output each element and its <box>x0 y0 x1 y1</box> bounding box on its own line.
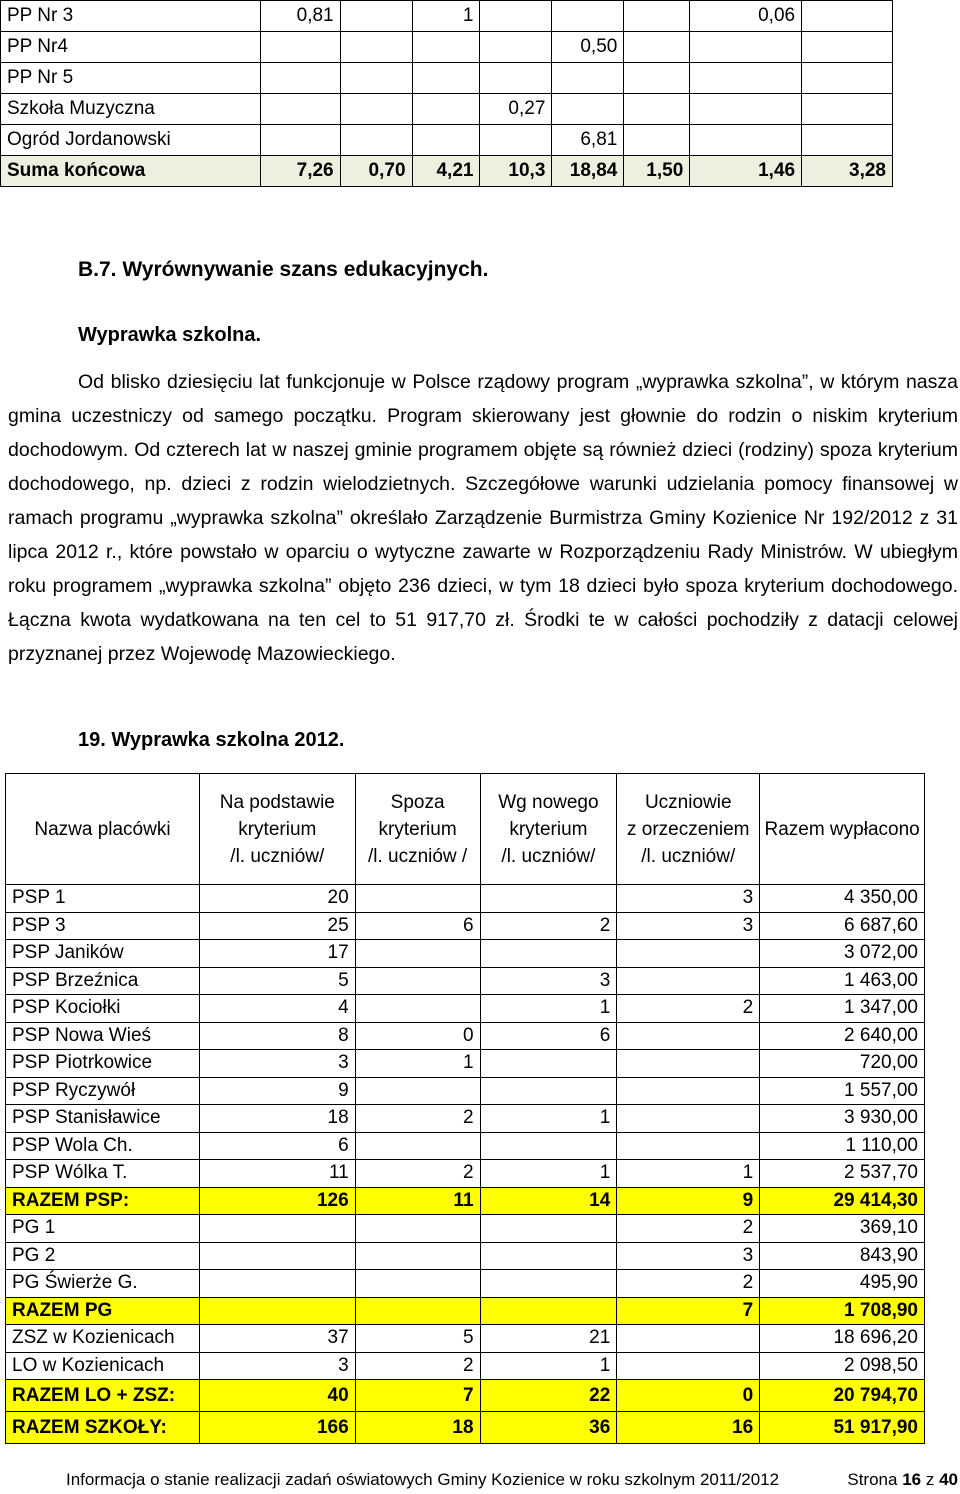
body-paragraph <box>8 365 958 671</box>
table-cell: 2 640,00 <box>760 1022 925 1050</box>
table-row <box>6 1352 925 1380</box>
table-cell <box>624 125 690 156</box>
table-cell: 6 <box>199 1132 355 1160</box>
school-name: PSP Brzeźnica <box>6 967 200 995</box>
table-cell: 3 <box>480 967 617 995</box>
table-cell: 2 <box>355 1105 480 1133</box>
table-cell: 2 <box>355 1352 480 1380</box>
table-cell: 18 <box>199 1105 355 1133</box>
table-cell <box>199 1242 355 1270</box>
table-cell: 0,81 <box>260 1 340 32</box>
table-cell <box>802 94 893 125</box>
top-table-row <box>1 1 893 32</box>
table-cell: 21 <box>480 1325 617 1353</box>
table-cell: 10,3 <box>480 156 552 187</box>
table-cell: 1 <box>412 1 480 32</box>
table-cell: 2 <box>617 1215 760 1243</box>
school-name: PG Świerże G. <box>6 1270 200 1298</box>
school-name: PSP Wólka T. <box>6 1160 200 1188</box>
table-cell <box>340 1 412 32</box>
top-table-row <box>1 32 893 63</box>
table-cell <box>355 995 480 1023</box>
school-name: PSP Piotrkowice <box>6 1050 200 1078</box>
table-cell <box>480 125 552 156</box>
table-cell: 7,26 <box>260 156 340 187</box>
table-cell: 5 <box>199 967 355 995</box>
table-cell: 4 <box>199 995 355 1023</box>
table-cell: 1,50 <box>624 156 690 187</box>
table-cell: 3 <box>199 1050 355 1078</box>
table-cell: 25 <box>199 912 355 940</box>
table-cell <box>340 63 412 94</box>
table-row <box>6 1325 925 1353</box>
table-cell: 369,10 <box>760 1215 925 1243</box>
table-cell <box>260 63 340 94</box>
table-cell <box>480 1297 617 1325</box>
table-row <box>6 1105 925 1133</box>
school-name: ZSZ w Kozienicach <box>6 1325 200 1353</box>
table-cell: 5 <box>355 1325 480 1353</box>
table-cell: 1 <box>480 1352 617 1380</box>
section-heading: B.7. Wyrównywanie szans edukacyjnych. <box>78 258 489 281</box>
table-cell: 0,70 <box>340 156 412 187</box>
row-name: PP Nr 3 <box>1 1 261 32</box>
table-row <box>6 1077 925 1105</box>
table-cell: 18 696,20 <box>760 1325 925 1353</box>
table-cell: 51 917,90 <box>760 1412 925 1444</box>
table-cell: 4 350,00 <box>760 885 925 913</box>
table-cell <box>355 1297 480 1325</box>
table-cell: 1,46 <box>690 156 802 187</box>
table-cell: 0,06 <box>690 1 802 32</box>
table-cell <box>355 940 480 968</box>
table-cell: 11 <box>355 1187 480 1215</box>
table-cell: 16 <box>617 1412 760 1444</box>
table-cell: 22 <box>480 1380 617 1412</box>
top-table-row <box>1 94 893 125</box>
top-table-row <box>1 63 893 94</box>
school-name: PSP 3 <box>6 912 200 940</box>
table-cell <box>480 1215 617 1243</box>
table-cell <box>802 1 893 32</box>
table-cell: 1 <box>480 1105 617 1133</box>
column-header: Nazwa placówki <box>6 774 200 885</box>
table-cell <box>480 1270 617 1298</box>
table-cell <box>412 63 480 94</box>
table-cell: 2 098,50 <box>760 1352 925 1380</box>
table-cell: 18 <box>355 1412 480 1444</box>
table-cell: 11 <box>199 1160 355 1188</box>
table-cell <box>355 1132 480 1160</box>
table-cell <box>624 32 690 63</box>
top-table-row <box>1 125 893 156</box>
table-cell: 36 <box>480 1412 617 1444</box>
table-cell <box>552 63 624 94</box>
table-cell <box>355 885 480 913</box>
table-cell: 3 072,00 <box>760 940 925 968</box>
table-cell: 126 <box>199 1187 355 1215</box>
table-cell: 6 <box>355 912 480 940</box>
table-cell <box>340 94 412 125</box>
table-cell <box>617 1352 760 1380</box>
table-cell <box>690 63 802 94</box>
table-cell <box>802 63 893 94</box>
table-row <box>6 1215 925 1243</box>
table-cell: 1 347,00 <box>760 995 925 1023</box>
top-summary-table <box>0 0 893 187</box>
table-cell <box>480 1132 617 1160</box>
table-cell: 20 794,70 <box>760 1380 925 1412</box>
table-cell <box>552 94 624 125</box>
table-cell <box>260 94 340 125</box>
column-header: Wg nowego kryterium /l. uczniów/ <box>480 774 617 885</box>
school-name: PSP Wola Ch. <box>6 1132 200 1160</box>
table-cell: 20 <box>199 885 355 913</box>
table-cell <box>480 32 552 63</box>
table-cell: 2 <box>355 1160 480 1188</box>
column-header: Razem wypłacono <box>760 774 925 885</box>
table-cell: 6 687,60 <box>760 912 925 940</box>
table-row <box>6 940 925 968</box>
table-cell: 495,90 <box>760 1270 925 1298</box>
table-cell <box>480 1242 617 1270</box>
table-row <box>6 1022 925 1050</box>
table-cell <box>552 1 624 32</box>
table-cell <box>355 967 480 995</box>
table-row <box>6 912 925 940</box>
school-name: PSP Stanisławice <box>6 1105 200 1133</box>
table-cell <box>480 885 617 913</box>
total-row <box>6 1297 925 1325</box>
table-cell: 720,00 <box>760 1050 925 1078</box>
table-cell: 2 537,70 <box>760 1160 925 1188</box>
table-cell <box>624 1 690 32</box>
table-cell <box>480 1050 617 1078</box>
total-row <box>6 1380 925 1412</box>
paragraph-text: Od blisko dziesięciu lat funkcjonuje w Polsce rządowy program „wyprawka szkolna”, w którym nasza gmina uczestniczy od samego początku. Program skierowany jest głownie do rodzin o niskim kryterium dochodowym. Od czterech lat w naszej gminie programem objęte są również dzieci (rodziny) spoza kryterium dochodowego, np. dzieci z rodzin wielodzietnych. Szczegółowe warunki udzielania pomocy finansowej w ramach programu „wyprawka szkolna” określało Zarządzenie Burmistrza Gminy Kozienice Nr 192/2012 z 31 lipca 2012 r., które powstało w oparciu o wytyczne zawarte w Rozporządzeniu Rady Ministrów. W ubiegłym roku programem „wyprawka szkolna” objęto 236 dzieci, w tym 18 dzieci było spoza kryterium dochodowego. Łączna kwota wydatkowana na ten cel to 51 917,70 zł. Środki te w całości pochodziły z datacji celowej przyznanej przez Wojewodę Mazowieckiego. <box>8 371 958 665</box>
total-row <box>6 1187 925 1215</box>
page-footer <box>66 1470 958 1490</box>
sum-row <box>1 156 893 187</box>
table-cell: 6 <box>480 1022 617 1050</box>
subheading: Wyprawka szkolna. <box>78 324 262 346</box>
table-cell <box>199 1215 355 1243</box>
table-cell: 29 414,30 <box>760 1187 925 1215</box>
table-cell: 843,90 <box>760 1242 925 1270</box>
table-cell <box>624 94 690 125</box>
table-cell: 8 <box>199 1022 355 1050</box>
table-cell: 1 <box>617 1160 760 1188</box>
table-cell <box>617 1325 760 1353</box>
total-row <box>6 1412 925 1444</box>
row-name: Szkoła Muzyczna <box>1 94 261 125</box>
table-cell: 3 <box>617 912 760 940</box>
page-number: Strona 16 z 40 <box>847 1470 958 1489</box>
table-cell: 2 <box>617 995 760 1023</box>
table-cell <box>802 32 893 63</box>
table-cell <box>480 1 552 32</box>
table-cell <box>355 1077 480 1105</box>
column-header: Uczniowie z orzeczeniem /l. uczniów/ <box>617 774 760 885</box>
table-cell: 14 <box>480 1187 617 1215</box>
school-name: LO w Kozienicach <box>6 1352 200 1380</box>
table-cell: 0 <box>617 1380 760 1412</box>
table-cell <box>480 63 552 94</box>
table-row <box>6 1132 925 1160</box>
table-cell <box>617 1077 760 1105</box>
table-cell: 6,81 <box>552 125 624 156</box>
school-name: PSP Ryczywół <box>6 1077 200 1105</box>
table-row <box>6 967 925 995</box>
table-cell: 166 <box>199 1412 355 1444</box>
table-cell: 1 <box>355 1050 480 1078</box>
table-cell <box>624 63 690 94</box>
table-row <box>6 1050 925 1078</box>
table-cell <box>617 1022 760 1050</box>
table-cell: 2 <box>617 1270 760 1298</box>
table-cell <box>340 32 412 63</box>
table-cell <box>355 1270 480 1298</box>
table-cell: 1 463,00 <box>760 967 925 995</box>
row-name: PP Nr 5 <box>1 63 261 94</box>
table-row <box>6 1270 925 1298</box>
table-cell <box>617 1050 760 1078</box>
table-cell <box>412 32 480 63</box>
table-cell: 1 708,90 <box>760 1297 925 1325</box>
table-cell: 1 110,00 <box>760 1132 925 1160</box>
table-cell <box>617 967 760 995</box>
school-name: PG 1 <box>6 1215 200 1243</box>
school-name: RAZEM LO + ZSZ: <box>6 1380 200 1412</box>
table-cell <box>355 1242 480 1270</box>
table-cell <box>480 1077 617 1105</box>
row-name: Ogród Jordanowski <box>1 125 261 156</box>
school-name: RAZEM PG <box>6 1297 200 1325</box>
table-cell: 0,27 <box>480 94 552 125</box>
school-name: PSP 1 <box>6 885 200 913</box>
table-cell: 3,28 <box>802 156 893 187</box>
table-cell: 17 <box>199 940 355 968</box>
wyprawka-table <box>5 773 925 1444</box>
table-cell <box>260 125 340 156</box>
table-cell <box>480 940 617 968</box>
table-row <box>6 885 925 913</box>
table-cell: 37 <box>199 1325 355 1353</box>
table-row <box>6 995 925 1023</box>
table-cell <box>617 940 760 968</box>
school-name: PSP Janików <box>6 940 200 968</box>
table-cell <box>690 32 802 63</box>
table-cell: 9 <box>199 1077 355 1105</box>
table-cell <box>199 1270 355 1298</box>
table-cell: 4,21 <box>412 156 480 187</box>
table-cell: 7 <box>617 1297 760 1325</box>
table-cell: 18,84 <box>552 156 624 187</box>
footer-text: Informacja o stanie realizacji zadań oświatowych Gminy Kozienice w roku szkolnym 2011/2012 <box>66 1470 780 1489</box>
table-cell: 2 <box>480 912 617 940</box>
table-cell: 3 <box>617 1242 760 1270</box>
table-cell: 1 <box>480 1160 617 1188</box>
table-cell <box>617 1132 760 1160</box>
row-name: Suma końcowa <box>1 156 261 187</box>
table-cell <box>690 94 802 125</box>
school-name: PSP Kociołki <box>6 995 200 1023</box>
table-cell: 3 930,00 <box>760 1105 925 1133</box>
table-cell: 3 <box>617 885 760 913</box>
table-cell <box>355 1215 480 1243</box>
table-cell: 7 <box>355 1380 480 1412</box>
table-cell <box>340 125 412 156</box>
table-cell: 1 557,00 <box>760 1077 925 1105</box>
table-cell <box>617 1105 760 1133</box>
table-cell <box>199 1297 355 1325</box>
table-cell <box>802 125 893 156</box>
table-cell: 3 <box>199 1352 355 1380</box>
table-title: 19. Wyprawka szkolna 2012. <box>78 729 345 751</box>
table-cell: 40 <box>199 1380 355 1412</box>
table-cell <box>260 32 340 63</box>
school-name: RAZEM PSP: <box>6 1187 200 1215</box>
table-row <box>6 1160 925 1188</box>
table-cell <box>412 125 480 156</box>
school-name: PSP Nowa Wieś <box>6 1022 200 1050</box>
school-name: PG 2 <box>6 1242 200 1270</box>
table-cell <box>690 125 802 156</box>
table-cell <box>412 94 480 125</box>
column-header: Spoza kryterium /l. uczniów / <box>355 774 480 885</box>
table-cell: 9 <box>617 1187 760 1215</box>
table-cell: 0 <box>355 1022 480 1050</box>
school-name: RAZEM SZKOŁY: <box>6 1412 200 1444</box>
column-header: Na podstawie kryterium /l. uczniów/ <box>199 774 355 885</box>
row-name: PP Nr4 <box>1 32 261 63</box>
table-cell: 0,50 <box>552 32 624 63</box>
table-row <box>6 1242 925 1270</box>
table-cell: 1 <box>480 995 617 1023</box>
